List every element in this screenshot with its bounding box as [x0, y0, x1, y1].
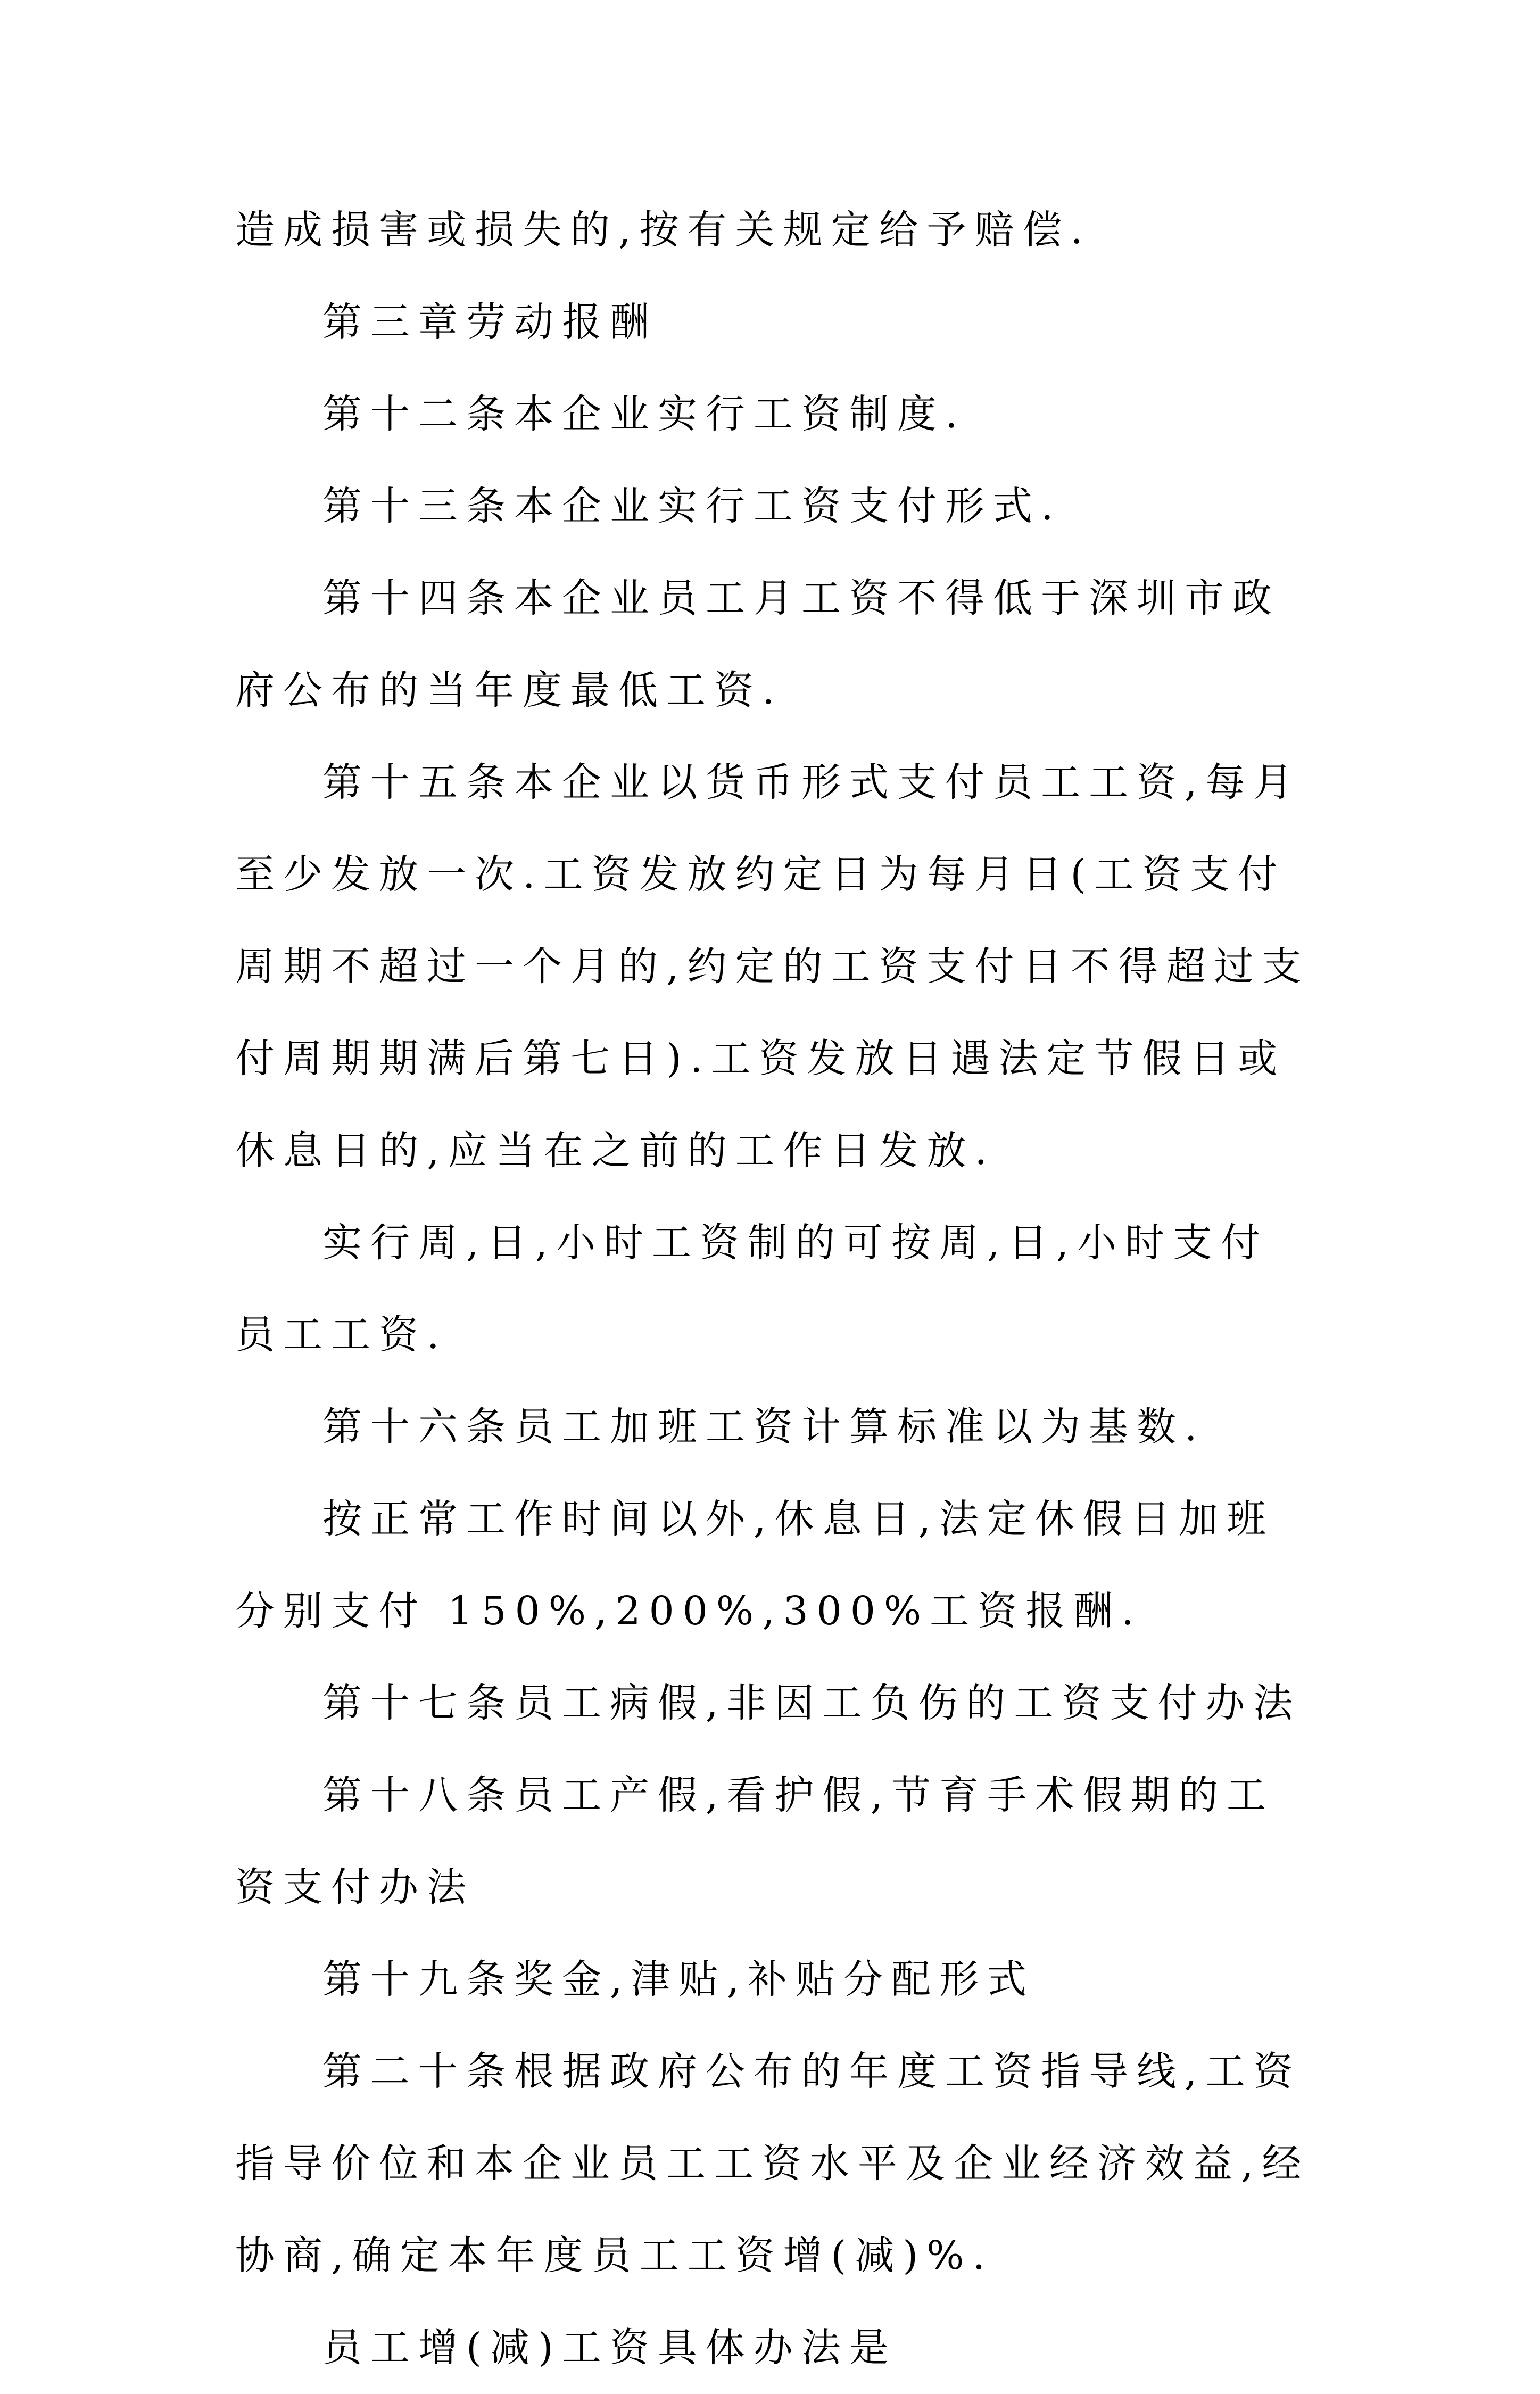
article-16: 第十六条员工加班工资计算标准以为基数. — [322, 1404, 1206, 1450]
article-14: 第十四条本企业员工月工资不得低于深圳市政府公布的当年度最低工资. — [235, 575, 1280, 713]
article-15-hourly-wage-note: 实行周,日,小时工资制的可按周,日,小时支付员工工资. — [235, 1220, 1269, 1358]
article-12: 第十二条本企业实行工资制度. — [322, 391, 966, 437]
document-body — [235, 184, 1313, 2394]
article-20: 第二十条根据政府公布的年度工资指导线,工资指导价位和本企业员工工资水平及企业经济效益,经协商,确定本年度员工工资增(减)%. — [235, 2049, 1310, 2279]
article-19: 第十九条奖金,津贴,补贴分配形式 — [322, 1957, 1036, 2002]
article-20-adjustment-method: 员工增(减)工资具体办法是 — [322, 2325, 897, 2371]
article-15: 第十五条本企业以货币形式支付员工工资,每月至少发放一次.工资发放约定日为每月日(工资支付周期不超过一个月的,约定的工资支付日不得超过支付周期期满后第七日).工资发放日遇法定节假日或休息日的,应当在之前的工作日发放. — [235, 760, 1310, 1174]
article-13: 第十三条本企业实行工资支付形式. — [322, 483, 1062, 529]
article-16-overtime-rates: 按正常工作时间以外,休息日,法定休假日加班分别支付 150%,200%,300%工资报酬. — [235, 1496, 1275, 1634]
article-17: 第十七条员工病假,非因工负伤的工资支付办法 — [322, 1680, 1302, 1726]
paragraph-compensation-clause-end: 造成损害或损失的,按有关规定给予赔偿. — [235, 207, 1092, 253]
chapter-heading-labor-remuneration: 第三章劳动报酬 — [322, 299, 658, 345]
article-18: 第十八条员工产假,看护假,节育手术假期的工资支付办法 — [235, 1772, 1275, 1910]
